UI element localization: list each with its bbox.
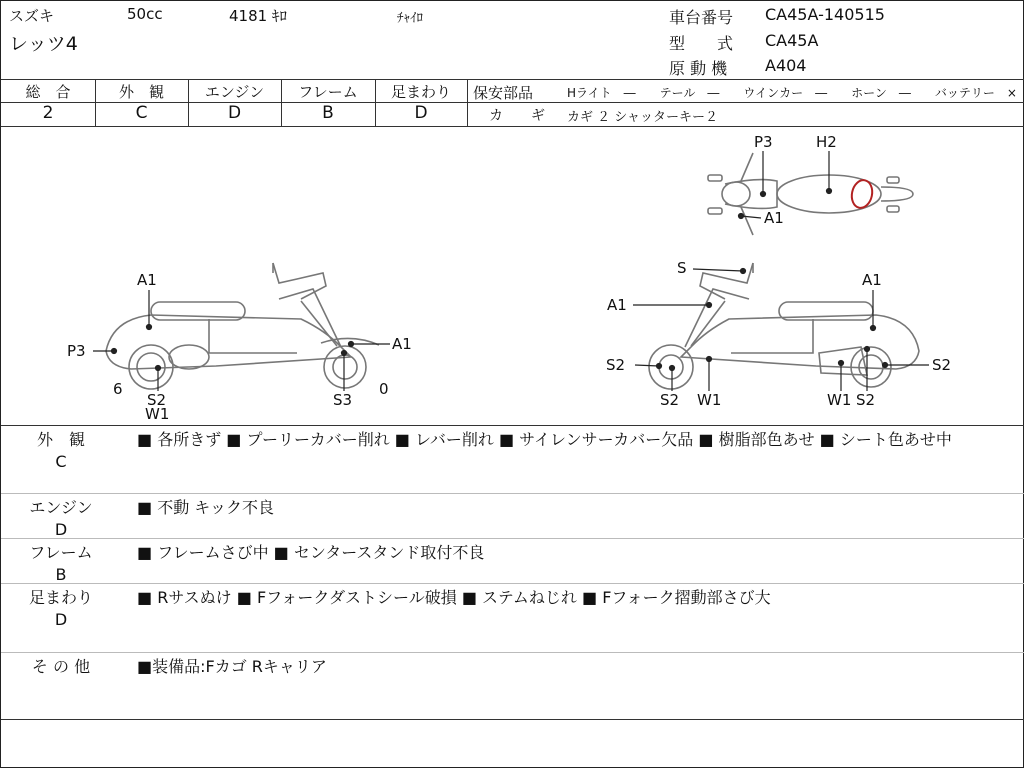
maker-name: スズキ [9,7,55,25]
comment-category-frame [11,542,111,586]
divider [1,583,1024,584]
divider [1,425,1024,426]
chassis-number-label: 車台番号 [669,8,734,27]
comment-category-label: 外 観 [36,430,85,449]
comment-category-suspension [11,587,111,631]
diagram-label: S2 [147,391,167,409]
comment-category-label: そ の 他 [31,657,91,676]
comment-category-label: 足まわり [28,588,93,607]
divider [1,493,1024,494]
engine-model-label: 原 動 機 [669,59,728,78]
diagram-label: S2 [660,391,680,409]
diagram-label: S3 [333,391,353,409]
comment-text-frame: ■ フレームさび中 ■ センタースタンド取付不良 [137,543,485,562]
comment-category-grade: C [55,452,67,471]
key-value: カギ ２ シャッターキー２ [567,110,719,125]
model-name: レッツ4 [9,33,78,55]
mileage: 4181 ｷﾛ [229,7,287,25]
diagram-label: H2 [816,133,837,151]
diagram-label: A1 [607,296,627,314]
diagram-label: A1 [764,209,784,227]
comment-category-exterior [11,429,111,473]
grade-label-exterior: 外 観 [118,83,164,101]
grade-label-suspension: 足まわり [390,83,451,101]
comment-category-grade: B [55,565,67,584]
grade-label-frame: フレーム [298,83,358,101]
comment-category-engine [11,497,111,541]
diagram-label: P3 [754,133,773,151]
grade-label-engine: エンジン [204,83,265,101]
diagram-label: S2 [856,391,876,409]
diagram-label: S2 [606,356,626,374]
diagram-label: A1 [862,271,882,289]
model-type-value: CA45A [765,31,819,50]
comment-text-other: ■装備品:Fカゴ Rキャリア [137,657,327,676]
divider [467,79,468,126]
diagram-label: P3 [67,342,86,360]
grade-value-suspension: D [414,103,428,123]
grade-value-exterior: C [135,103,148,123]
diagram-label: S [677,259,687,277]
diagram-label: W1 [145,405,170,423]
diagram-label: 6 [113,380,123,398]
comment-category-label: エンジン [29,498,93,517]
diagram-label: W1 [697,391,722,409]
color: ﾁｬｲﾛ [397,11,423,26]
comment-category-other [11,656,111,678]
comment-text-engine: ■ 不動 キック不良 [137,498,274,517]
diagram-label: S2 [932,356,952,374]
diagram-label: A1 [392,335,412,353]
grade-value-engine: D [227,103,242,123]
divider [467,102,1024,103]
divider [1,652,1024,653]
engine-model-value: A404 [765,56,807,75]
diagram-label: A1 [137,271,157,289]
comment-text-suspension: ■ Rサスぬけ ■ Fフォークダストシール破損 ■ ステムねじれ ■ Fフォーク摺動部さび大 [137,588,771,607]
displacement: 50cc [127,5,163,23]
comment-text-exterior: ■ 各所きず ■ プーリーカバー削れ ■ レバー削れ ■ サイレンサーカバー欠品 ■ 樹脂部色あせ ■ シート色あせ中 [137,430,952,449]
grade-value-overall: 2 [42,103,54,123]
diagram-label: 0 [379,380,389,398]
safety-parts-title: 保安部品 [473,84,534,102]
divider [1,538,1024,539]
scooter-top-sketch [708,153,913,235]
comment-category-grade: D [54,520,68,539]
chassis-number-value: CA45A-140515 [765,5,885,24]
comment-category-label: フレーム [29,543,93,562]
safety-parts-items: Hライト ― テール ― ウインカー ― ホーン ― バッテリー × [567,86,1017,100]
grade-label-overall: 総 合 [25,83,71,101]
diagram-label: W1 [827,391,852,409]
divider [1,79,1024,80]
comment-category-grade: D [54,610,68,629]
grade-value-frame: B [322,103,334,123]
divider [1,719,1024,720]
key-label: カ ギ [489,108,545,124]
model-type-label: 型 式 [669,34,734,53]
